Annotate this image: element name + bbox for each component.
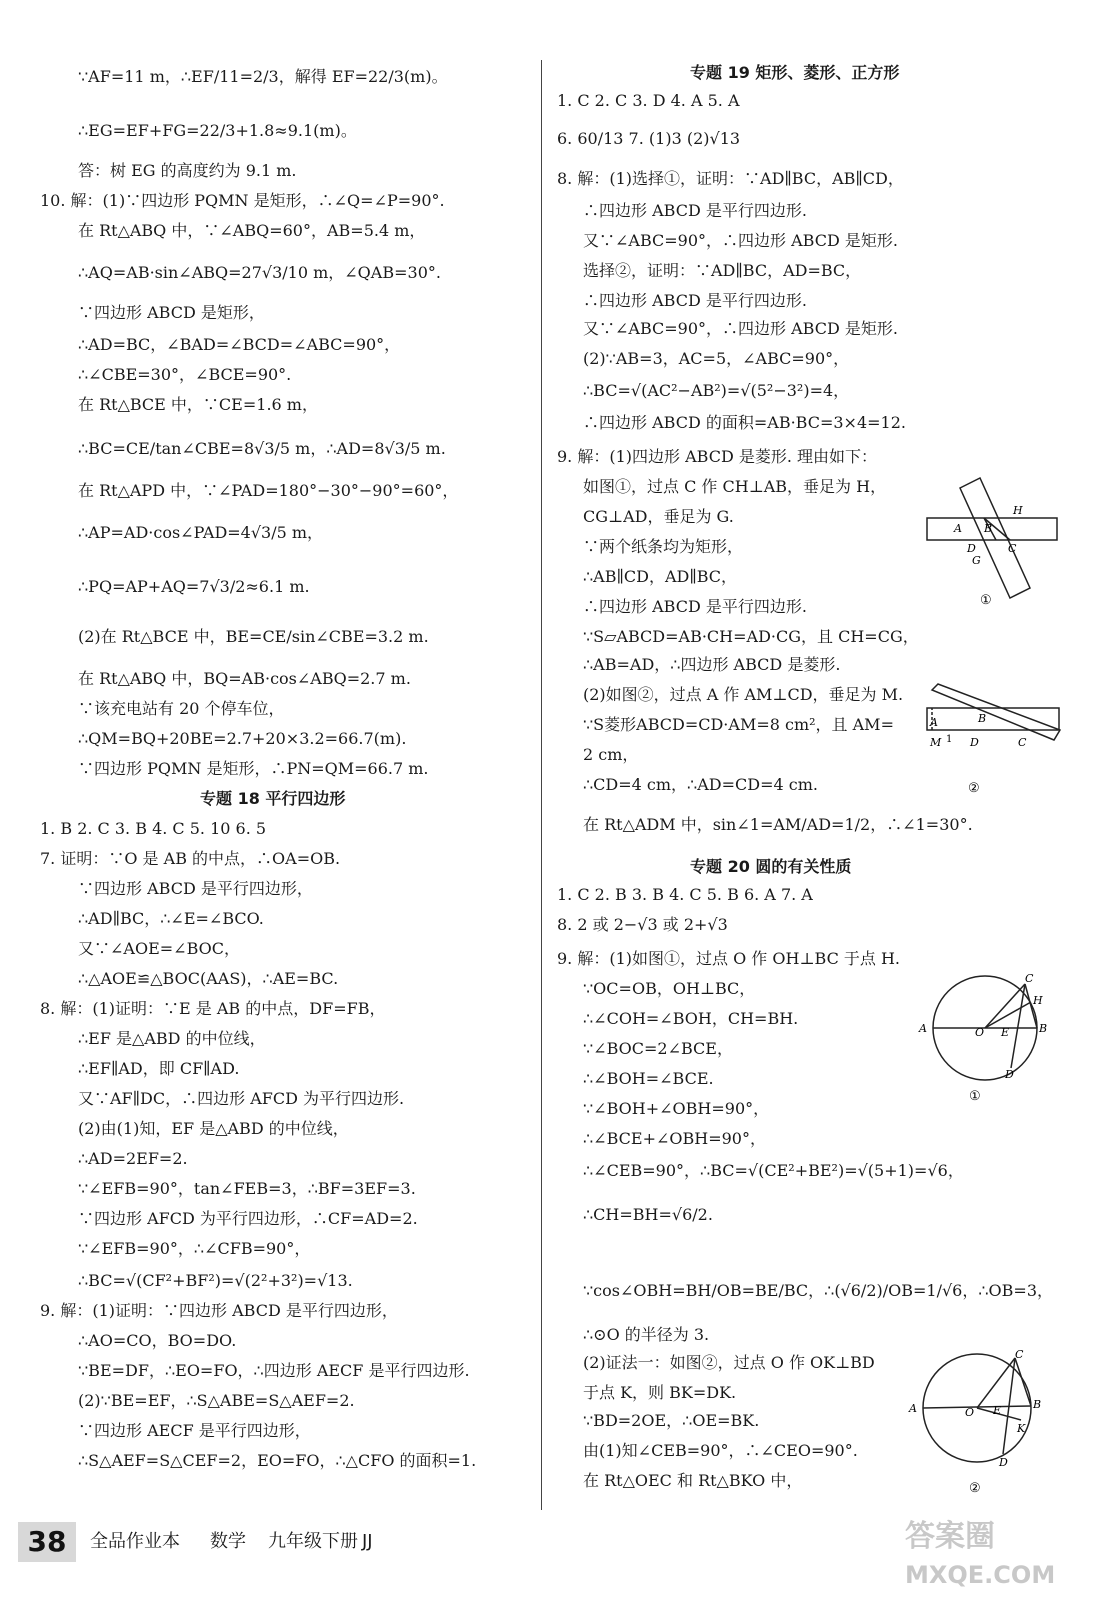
text-line: ∵四边形 ABCD 是矩形， bbox=[78, 303, 265, 322]
fig2-point-a: A bbox=[930, 716, 938, 729]
text-line: 8. 解：(1)证明：∵E 是 AB 的中点，DF=FB， bbox=[40, 999, 386, 1018]
fig1-label: ① bbox=[980, 593, 992, 608]
text-line: ∵四边形 AFCD 为平行四边形，∴CF=AD=2. bbox=[78, 1209, 418, 1228]
fig3-point-d: D bbox=[1005, 1068, 1014, 1081]
text-line: (2)证法一：如图②，过点 O 作 OK⊥BD bbox=[583, 1353, 875, 1372]
fig4-label: ② bbox=[969, 1481, 981, 1496]
fig3-label: ① bbox=[969, 1089, 981, 1104]
fig4-point-o: O bbox=[965, 1406, 975, 1419]
text-line: ∴PQ=AP+AQ=7√3/2≈6.1 m. bbox=[78, 577, 310, 596]
text-line: 在 Rt△OEC 和 Rt△BKO 中， bbox=[583, 1471, 803, 1490]
fig3-point-c: C bbox=[1025, 972, 1034, 985]
fig1-point-d: D bbox=[967, 542, 976, 555]
text-line: 在 Rt△APD 中，∵∠PAD=180°−30°−90°=60°， bbox=[78, 481, 459, 500]
fig1-point-c: C bbox=[1008, 542, 1017, 555]
text-line: ∴∠CBE=30°，∠BCE=90°. bbox=[78, 365, 292, 384]
text-line: (2)如图②，过点 A 作 AM⊥CD，垂足为 M. bbox=[583, 685, 904, 704]
section-heading: 专题 20 圆的有关性质 bbox=[690, 857, 852, 876]
fig1-point-b: B bbox=[984, 522, 993, 535]
text-line: ∴∠COH=∠BOH，CH=BH. bbox=[583, 1009, 799, 1028]
section-heading: 专题 18 平行四边形 bbox=[200, 789, 346, 808]
page-number: 38 bbox=[18, 1522, 76, 1562]
fig3-point-h: H bbox=[1033, 994, 1043, 1007]
text-line: (2)在 Rt△BCE 中，BE=CE/sin∠CBE=3.2 m. bbox=[78, 627, 429, 646]
text-line: 如图①，过点 C 作 CH⊥AB，垂足为 H， bbox=[583, 477, 887, 496]
fig4-point-a: A bbox=[909, 1402, 917, 1415]
text-line: 8. 解：(1)选择①，证明：∵AD∥BC，AB∥CD， bbox=[557, 169, 904, 188]
text-line: ∴∠BOH=∠BCE. bbox=[583, 1069, 714, 1088]
text-line: ∴△AOE≌△BOC(AAS)，∴AE=BC. bbox=[78, 969, 339, 988]
text-line: 9. 解：(1)如图①，过点 O 作 OH⊥BC 于点 H. bbox=[557, 949, 901, 968]
figure-circle-2 bbox=[905, 1350, 1065, 1500]
text-line: ∴AO=CO，BO=DO. bbox=[78, 1331, 237, 1350]
text-line: 于点 K，则 BK=DK. bbox=[583, 1383, 737, 1402]
text-line: (2)由(1)知，EF 是△ABD 的中位线， bbox=[78, 1119, 349, 1138]
text-line: ∵BD=2OE，∴OE=BK. bbox=[583, 1411, 760, 1430]
text-line: ∴四边形 ABCD 的面积=AB·BC=3×4=12. bbox=[583, 413, 906, 432]
text-line: ∵OC=OB，OH⊥BC， bbox=[583, 979, 756, 998]
figure-circle-1 bbox=[915, 972, 1065, 1107]
text-line: 1. C 2. B 3. B 4. C 5. B 6. A 7. A bbox=[557, 885, 813, 904]
text-line: 6. 60/13 7. (1)3 (2)√13 bbox=[557, 129, 741, 148]
text-line: ∴BC=√(CF²+BF²)=√(2²+3²)=√13. bbox=[78, 1271, 353, 1290]
text-line: 1. C 2. C 3. D 4. A 5. A bbox=[557, 91, 740, 110]
text-line: 1. B 2. C 3. B 4. C 5. 10 6. 5 bbox=[40, 819, 267, 838]
text-line: 在 Rt△BCE 中，∵CE=1.6 m， bbox=[78, 395, 318, 414]
text-line: ∵四边形 ABCD 是平行四边形， bbox=[78, 879, 313, 898]
text-line: ∵∠BOC=2∠BCE， bbox=[583, 1039, 733, 1058]
figure-crossing-strips bbox=[922, 470, 1072, 610]
text-line: ∵四边形 AECF 是平行四边形， bbox=[78, 1421, 311, 1440]
text-line: 8. 2 或 2−√3 或 2+√3 bbox=[557, 915, 728, 934]
text-line: ∵S▱ABCD=AB·CH=AD·CG，且 CH=CG， bbox=[583, 627, 919, 646]
text-line: ∴⊙O 的半径为 3. bbox=[583, 1325, 710, 1344]
text-line: 10. 解：(1)∵四边形 PQMN 是矩形，∴∠Q=∠P=90°. bbox=[40, 191, 445, 210]
fig2-point-d: D bbox=[970, 736, 979, 749]
text-line: ∴EF∥AD，即 CF∥AD. bbox=[78, 1059, 240, 1078]
text-line: ∴QM=BQ+20BE=2.7+20×3.2=66.7(m). bbox=[78, 729, 407, 748]
watermark-logo: 答案圈 bbox=[905, 1519, 995, 1554]
fig3-point-o: O bbox=[975, 1026, 985, 1039]
text-line: ∴四边形 ABCD 是平行四边形. bbox=[583, 291, 807, 310]
text-line: ∴∠CEB=90°，∴BC=√(CE²+BE²)=√(5+1)=√6， bbox=[583, 1161, 964, 1180]
text-line: ∴四边形 ABCD 是平行四边形. bbox=[583, 201, 807, 220]
text-line: ∴AD∥BC，∴∠E=∠BCO. bbox=[78, 909, 264, 928]
text-line: CG⊥AD，垂足为 G. bbox=[583, 507, 734, 526]
fig2-point-b: B bbox=[978, 712, 987, 725]
text-line: ∵cos∠OBH=BH/OB=BE/BC，∴(√6/2)/OB=1/√6，∴OB=3， bbox=[583, 1281, 1054, 1300]
column-divider bbox=[541, 60, 542, 1510]
tilted-strip-2 bbox=[932, 684, 1060, 740]
fig4-point-c: C bbox=[1015, 1350, 1024, 1361]
watermark-url: MXQE.COM bbox=[905, 1561, 1056, 1589]
figure-rhombus-strips bbox=[922, 680, 1072, 800]
fig1-point-a: A bbox=[954, 522, 962, 535]
fig2-point-m: M bbox=[930, 736, 942, 749]
text-line: ∴BC=√(AC²−AB²)=√(5²−3²)=4， bbox=[583, 381, 850, 400]
text-line: 7. 证明：∵O 是 AB 的中点，∴OA=OB. bbox=[40, 849, 341, 868]
text-line: ∴AD=2EF=2. bbox=[78, 1149, 188, 1168]
fig1-point-g: G bbox=[972, 554, 981, 567]
grade: 九年级下册 bbox=[268, 1531, 358, 1552]
section-heading: 专题 19 矩形、菱形、正方形 bbox=[690, 63, 900, 82]
text-line: 又∵∠AOE=∠BOC， bbox=[78, 939, 240, 958]
text-line: 又∵∠ABC=90°，∴四边形 ABCD 是矩形. bbox=[583, 319, 898, 338]
text-line: (2)∵AB=3，AC=5，∠ABC=90°， bbox=[583, 349, 850, 368]
text-line: 答：树 EG 的高度约为 9.1 m. bbox=[78, 161, 297, 180]
fig3-point-e: E bbox=[1001, 1026, 1010, 1039]
fig2-point-c: C bbox=[1018, 736, 1027, 749]
text-line: ∴∠BCE+∠OBH=90°， bbox=[583, 1129, 766, 1148]
fig4-point-e: E bbox=[993, 1404, 1002, 1417]
fig4-point-k: K bbox=[1017, 1422, 1026, 1435]
text-line: ∴S△AEF=S△CEF=2，EO=FO，∴△CFO 的面积=1. bbox=[78, 1451, 477, 1470]
text-line: ∴CD=4 cm，∴AD=CD=4 cm. bbox=[583, 775, 818, 794]
text-line: 又∵∠ABC=90°，∴四边形 ABCD 是矩形. bbox=[583, 231, 898, 250]
fig2-angle-1: 1 bbox=[946, 734, 953, 745]
text-line: ∵∠BOH+∠OBH=90°， bbox=[583, 1099, 770, 1118]
text-line: 在 Rt△ADM 中，sin∠1=AM/AD=1/2，∴∠1=30°. bbox=[583, 815, 973, 834]
text-line: ∵∠EFB=90°，tan∠FEB=3，∴BF=3EF=3. bbox=[78, 1179, 416, 1198]
horizontal-strip-2 bbox=[927, 708, 1059, 730]
text-line: ∵∠EFB=90°，∴∠CFB=90°， bbox=[78, 1239, 311, 1258]
text-line: ∵AF=11 m，∴EF/11=2/3，解得 EF=22/3(m)。 bbox=[78, 67, 448, 86]
text-line: 9. 解：(1)四边形 ABCD 是菱形. 理由如下： bbox=[557, 447, 878, 466]
text-line: (2)∵BE=EF，∴S△ABE=S△AEF=2. bbox=[78, 1391, 355, 1410]
fig3-point-a: A bbox=[919, 1022, 927, 1035]
book-title: 全品作业本 bbox=[90, 1531, 180, 1552]
text-line: ∵S菱形ABCD=CD·AM=8 cm²，且 AM= bbox=[583, 715, 894, 734]
text-line: ∴AQ=AB·sin∠ABQ=27√3/10 m，∠QAB=30°. bbox=[78, 263, 441, 282]
fig2-label: ② bbox=[968, 781, 980, 796]
text-line: 选择②，证明：∵AD∥BC，AD=BC， bbox=[583, 261, 862, 280]
text-line: ∵四边形 PQMN 是矩形，∴PN=QM=66.7 m. bbox=[78, 759, 429, 778]
text-line: 在 Rt△ABQ 中，BQ=AB·cos∠ABQ=2.7 m. bbox=[78, 669, 411, 688]
text-line: ∴BC=CE/tan∠CBE=8√3/5 m，∴AD=8√3/5 m. bbox=[78, 439, 446, 458]
fig4-point-d: D bbox=[999, 1456, 1008, 1469]
text-line: ∴AD=BC，∠BAD=∠BCD=∠ABC=90°， bbox=[78, 335, 401, 354]
text-line: ∴CH=BH=√6/2. bbox=[583, 1205, 713, 1224]
fig3-point-b: B bbox=[1039, 1022, 1048, 1035]
text-line: ∵该充电站有 20 个停车位， bbox=[78, 699, 285, 718]
edition: JJ bbox=[362, 1531, 373, 1552]
text-line: ∴EG=EF+FG=22/3+1.8≈9.1(m)。 bbox=[78, 121, 357, 140]
text-line: 2 cm， bbox=[583, 745, 639, 764]
text-line: ∵两个纸条均为矩形， bbox=[583, 537, 744, 556]
text-line: ∵BE=DF，∴EO=FO，∴四边形 AECF 是平行四边形. bbox=[78, 1361, 470, 1380]
subject: 数学 bbox=[210, 1531, 246, 1552]
text-line: ∴AB=AD，∴四边形 ABCD 是菱形. bbox=[583, 655, 841, 674]
text-line: ∴EF 是△ABD 的中位线， bbox=[78, 1029, 266, 1048]
text-line: ∴四边形 ABCD 是平行四边形. bbox=[583, 597, 807, 616]
text-line: ∴AB∥CD，AD∥BC， bbox=[583, 567, 738, 586]
text-line: 又∵AF∥DC，∴四边形 AFCD 为平行四边形. bbox=[78, 1089, 405, 1108]
text-line: 在 Rt△ABQ 中，∵∠ABQ=60°，AB=5.4 m， bbox=[78, 221, 426, 240]
text-line: 9. 解：(1)证明：∵四边形 ABCD 是平行四边形， bbox=[40, 1301, 398, 1320]
text-line: ∴AP=AD·cos∠PAD=4√3/5 m， bbox=[78, 523, 324, 542]
text-line: 由(1)知∠CEB=90°，∴∠CEO=90°. bbox=[583, 1441, 858, 1460]
fig4-point-b: B bbox=[1033, 1398, 1042, 1411]
fig1-point-h: H bbox=[1013, 504, 1023, 517]
